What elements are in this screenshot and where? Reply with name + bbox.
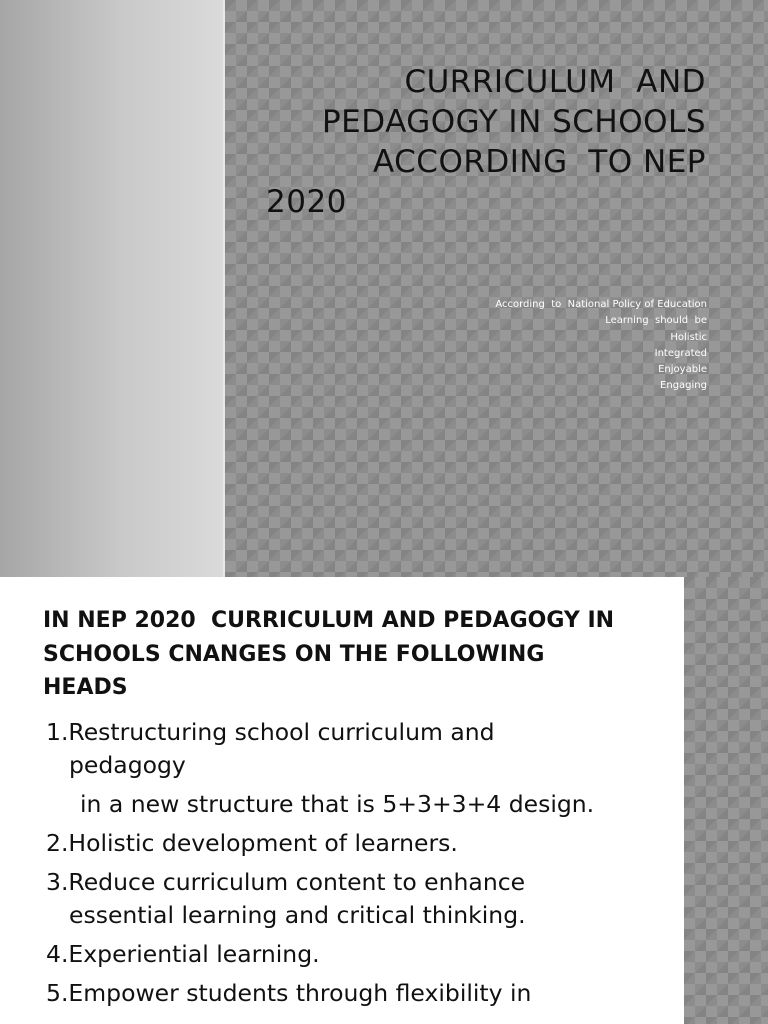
list-item: [46, 716, 676, 782]
list-item: [46, 866, 676, 932]
left-gradient-panel: [0, 0, 223, 577]
patterned-side-strip: [684, 577, 768, 1024]
slide-subtitle: [407, 297, 707, 395]
list-item: [46, 827, 676, 860]
list-item: [46, 938, 676, 971]
subtitle-line: Enjoyable: [658, 364, 707, 376]
heading-line: HEADS: [43, 675, 128, 700]
content-list: [46, 716, 676, 1010]
list-item: [46, 788, 676, 821]
list-item-text: 2.Holistic development of learners.: [46, 829, 458, 857]
title-line: ACCORDING TO NEP: [373, 144, 706, 180]
heading-line: IN NEP 2020 CURRICULUM AND PEDAGOGY IN: [43, 608, 615, 633]
subtitle-line: Holistic: [670, 331, 707, 343]
list-item-text: pedagogy: [69, 751, 186, 779]
slide-title: [266, 62, 706, 222]
list-item-text: 4.Experiential learning.: [46, 940, 320, 968]
heading-line: SCHOOLS CNANGES ON THE FOLLOWING: [43, 641, 545, 667]
list-item: [46, 977, 676, 1010]
content-slide: [0, 577, 768, 1024]
list-item-text: 5.Empower students through flexibility in: [46, 979, 532, 1007]
list-item-text: 3.Reduce curriculum content to enhance: [46, 868, 526, 896]
list-item-text: 1.Restructuring school curriculum and: [46, 718, 495, 746]
subtitle-line: Integrated: [654, 347, 707, 359]
subtitle-line: Engaging: [660, 380, 707, 392]
subtitle-line: According to National Policy of Education: [495, 299, 707, 310]
title-line: 2020: [266, 184, 347, 220]
subtitle-line: Learning should be: [605, 315, 707, 327]
list-item-text: in a new structure that is 5+3+3+4 design.: [80, 790, 595, 818]
list-item-text: essential learning and critical thinking.: [69, 901, 526, 929]
content-heading: [43, 604, 643, 705]
title-line: CURRICULUM AND: [404, 64, 706, 100]
title-line: PEDAGOGY IN SCHOOLS: [321, 104, 706, 140]
